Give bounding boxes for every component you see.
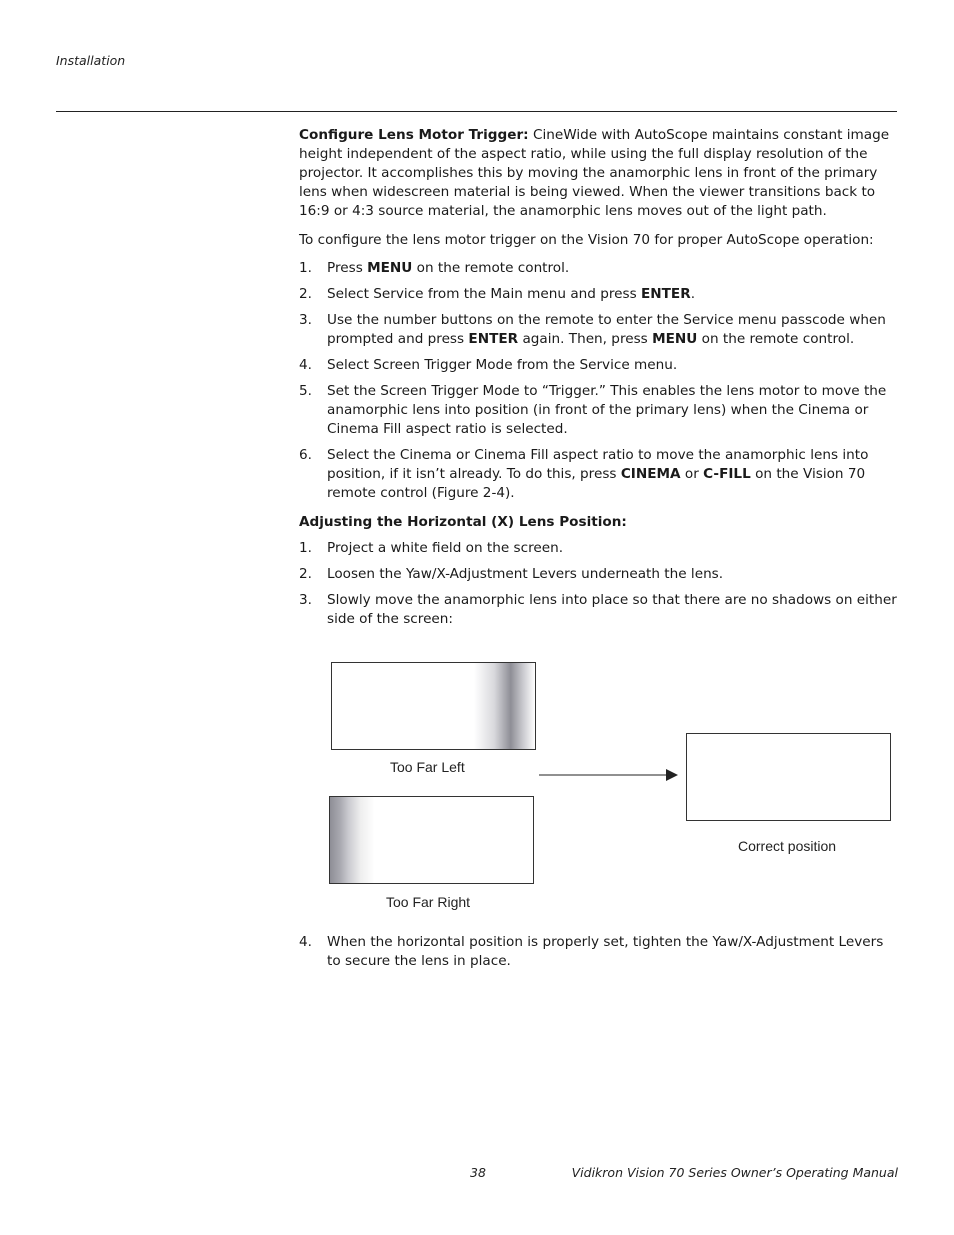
too-far-left-screen	[331, 662, 536, 750]
step-key: MENU	[367, 260, 413, 276]
step-text: on the Vision 70 remote control (Figure 2-4).	[327, 466, 866, 501]
step-key: CINEMA	[620, 466, 681, 482]
step-key: ENTER	[468, 331, 519, 347]
intro-text: CineWide with AutoScope maintains constant image height independent of the aspect ratio, while using the full display resolution of the projector. It accomplishes this by moving the anamorphic lens in front of the primary lens when widescreen material is being viewed. When the viewer transitions back to 16:9 or 4:3 source material, the anamorphic lens moves out of the light path.	[299, 127, 890, 219]
trigger-steps-list	[299, 259, 899, 503]
header-divider	[56, 111, 897, 112]
header-section-label: Installation	[56, 53, 126, 68]
step-text: Project a white field on the screen.	[327, 540, 564, 556]
list-item	[299, 311, 899, 349]
intro-heading: Configure Lens Motor Trigger:	[299, 127, 529, 143]
step-key: MENU	[652, 331, 698, 347]
arrow-right-icon	[538, 765, 680, 785]
list-item	[299, 259, 899, 278]
step-text: Select Service from the Main menu and press	[327, 286, 641, 302]
horizontal-heading: Adjusting the Horizontal (X) Lens Position:	[299, 514, 627, 530]
step-number: 1.	[299, 260, 312, 276]
step-number: 5.	[299, 383, 312, 399]
step-text: Select Screen Trigger Mode from the Service menu.	[327, 357, 678, 373]
step-text: When the horizontal position is properly set, tighten the Yaw/X-Adjustment Levers to secure the lens in place.	[327, 934, 884, 969]
intro-paragraph	[299, 126, 899, 221]
step-text: Select the Cinema or Cinema Fill aspect ratio to move the anamorphic lens into position, if it isn’t already. To do this, press	[327, 447, 869, 482]
list-item	[299, 591, 899, 629]
correct-position-screen	[686, 733, 891, 821]
step-text: again. Then, press	[518, 331, 653, 347]
too-far-left-label: Too Far Left	[390, 759, 465, 775]
step-text: Loosen the Yaw/X-Adjustment Levers underneath the lens.	[327, 566, 724, 582]
list-item	[299, 565, 899, 584]
lead-paragraph: To configure the lens motor trigger on the Vision 70 for proper AutoScope operation:	[299, 232, 874, 248]
step-text: on the remote control.	[697, 331, 855, 347]
step-number: 6.	[299, 447, 312, 463]
step-key: C-FILL	[703, 466, 751, 482]
step-number: 4.	[299, 357, 312, 373]
step-text: Press	[327, 260, 368, 276]
step-number: 1.	[299, 540, 312, 556]
step-number: 2.	[299, 566, 312, 582]
list-item	[299, 933, 899, 971]
step-number: 4.	[299, 934, 312, 950]
step-text: Use the number buttons on the remote to enter the Service menu passcode when prompted and press	[327, 312, 886, 347]
step-number: 3.	[299, 312, 312, 328]
manual-title: Vidikron Vision 70 Series Owner’s Operating Manual	[571, 1165, 898, 1180]
step-number: 2.	[299, 286, 312, 302]
list-item	[299, 446, 899, 503]
list-item	[299, 539, 899, 558]
step-text: Set the Screen Trigger Mode to “Trigger.” This enables the lens motor to move the anamorphic lens into position (in front of the primary lens) when the Cinema or Cinema Fill aspect ratio is selected.	[327, 383, 887, 437]
horizontal-steps-list	[299, 539, 899, 629]
main-content	[299, 126, 899, 636]
page-number: 38	[470, 1165, 486, 1180]
step-text: on the remote control.	[412, 260, 570, 276]
too-far-right-screen	[329, 796, 534, 884]
step-key: ENTER	[641, 286, 691, 302]
list-item	[299, 356, 899, 375]
step-text: Slowly move the anamorphic lens into place so that there are no shadows on either side of the screen:	[327, 592, 897, 627]
list-item	[299, 382, 899, 439]
step-text: .	[690, 286, 696, 302]
step-text: or	[680, 466, 704, 482]
list-item	[299, 285, 899, 304]
too-far-right-label: Too Far Right	[386, 894, 471, 910]
correct-position-label: Correct position	[738, 838, 837, 854]
step-number: 3.	[299, 592, 312, 608]
